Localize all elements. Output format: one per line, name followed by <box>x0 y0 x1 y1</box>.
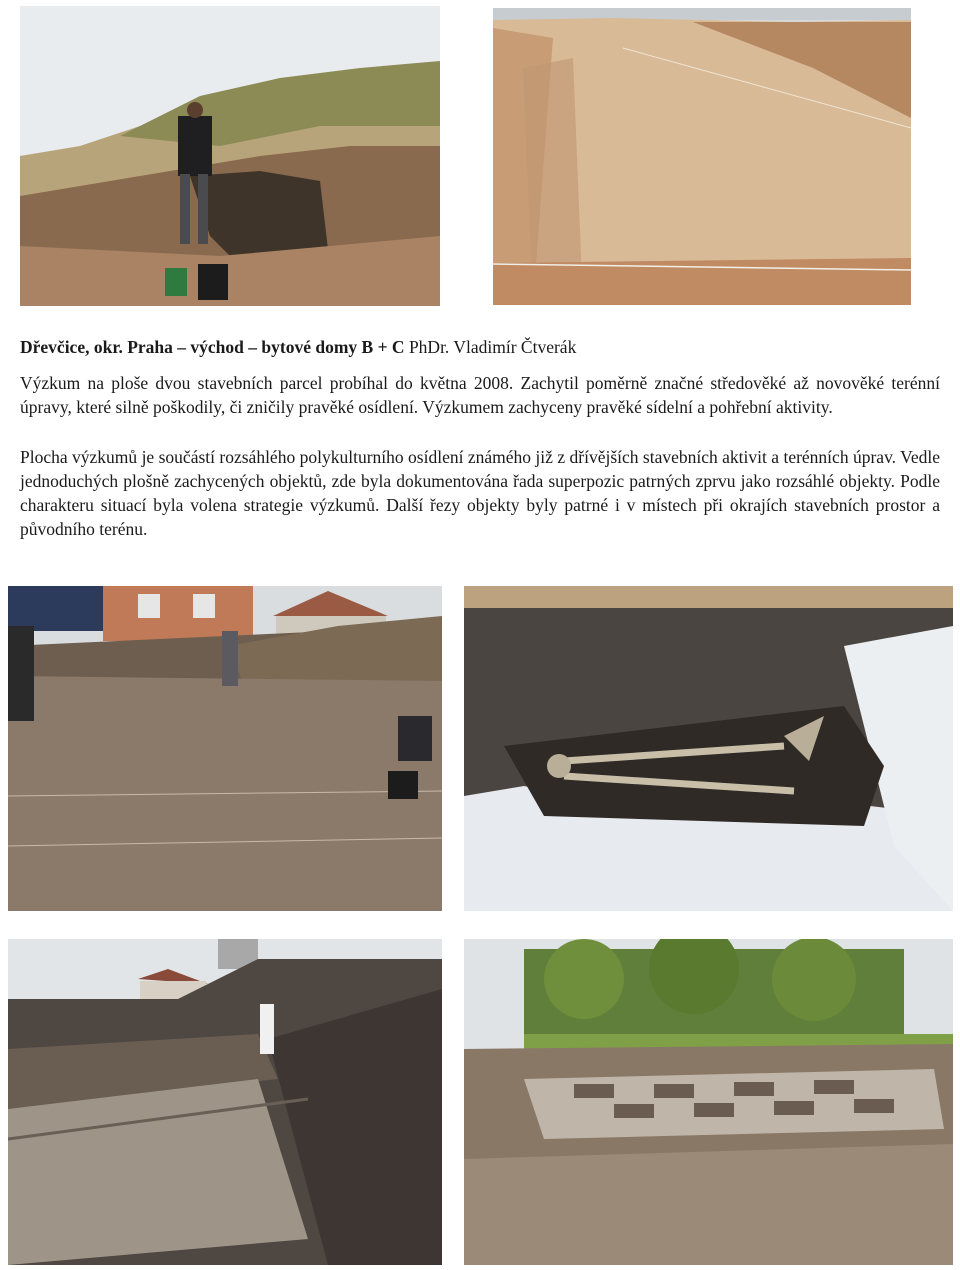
photo-skeleton-grave <box>464 586 953 911</box>
photo-checkerboard-grid <box>464 939 953 1265</box>
paragraph-details: Plocha výzkumů je součástí rozsáhlého polykulturního osídlení známého již z dřívějších stavebních aktivit a terénních úprav. Vedle jednoduchých plošně zachycených objektů, zde byla dokumentována řada superpozic patrných zprvu jako rozsáhlé objekty. Podle charakteru situací byla volena strategie výzkumů. Další řezy objekty byly patrné i v místech při okrajích stavebních prostor a původního terénu. <box>20 447 940 539</box>
photo-trench-sections <box>8 939 442 1265</box>
author-name: PhDr. Vladimír Čtverák <box>408 337 577 357</box>
paragraph-intro: Výzkum na ploše dvou stavebních parcel probíhal do května 2008. Zachytil poměrně značné středověké až novověké terénní úpravy, které silně poškodily, či zničily pravěké osídlení. Výzkumem zachyceny pravěké sídelní a pohřební aktivity. <box>20 373 940 417</box>
photo-sandy-surface <box>493 8 911 305</box>
photo-site-workers <box>8 586 442 911</box>
photo-profile-section <box>20 6 440 306</box>
site-heading <box>20 336 940 358</box>
site-title: Dřevčice, okr. Praha – východ – bytové domy B + C <box>20 337 405 357</box>
